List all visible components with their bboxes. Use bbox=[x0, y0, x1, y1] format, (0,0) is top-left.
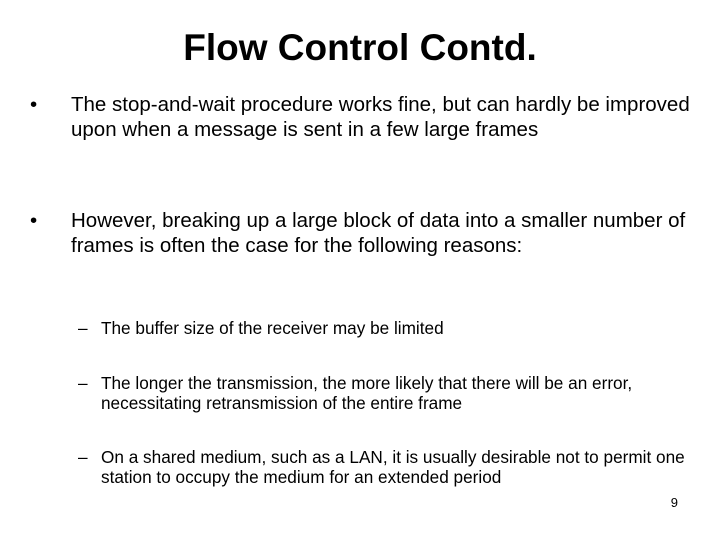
slide-title: Flow Control Contd. bbox=[183, 27, 537, 68]
bullet-marker: • bbox=[30, 93, 38, 116]
page-number: 9 bbox=[670, 495, 678, 510]
bullet-item bbox=[30, 209, 700, 258]
sub-bullet-item bbox=[78, 447, 698, 487]
sub-bullet-marker: – bbox=[78, 447, 88, 467]
sub-bullet-text: The buffer size of the receiver may be limited bbox=[101, 318, 444, 338]
sub-bullet-item bbox=[78, 318, 698, 338]
sub-bullet-text: The longer the transmission, the more likely that there will be an error, necessitating retransmission of the entire frame bbox=[101, 373, 633, 413]
sub-bullet-item bbox=[78, 373, 698, 413]
sub-bullet-marker: – bbox=[78, 318, 88, 338]
sub-bullet-marker: – bbox=[78, 373, 88, 393]
sub-bullet-text: On a shared medium, such as a LAN, it is usually desirable not to permit one station to occupy the medium for an extended period bbox=[101, 447, 685, 487]
bullet-marker: • bbox=[30, 209, 38, 232]
bullet-text: The stop-and-wait procedure works fine, but can hardly be improved upon when a message is sent in a few large frames bbox=[71, 93, 690, 141]
bullet-text: However, breaking up a large block of data into a smaller number of frames is often the case for the following reasons: bbox=[71, 209, 686, 257]
bullet-item bbox=[30, 93, 700, 142]
